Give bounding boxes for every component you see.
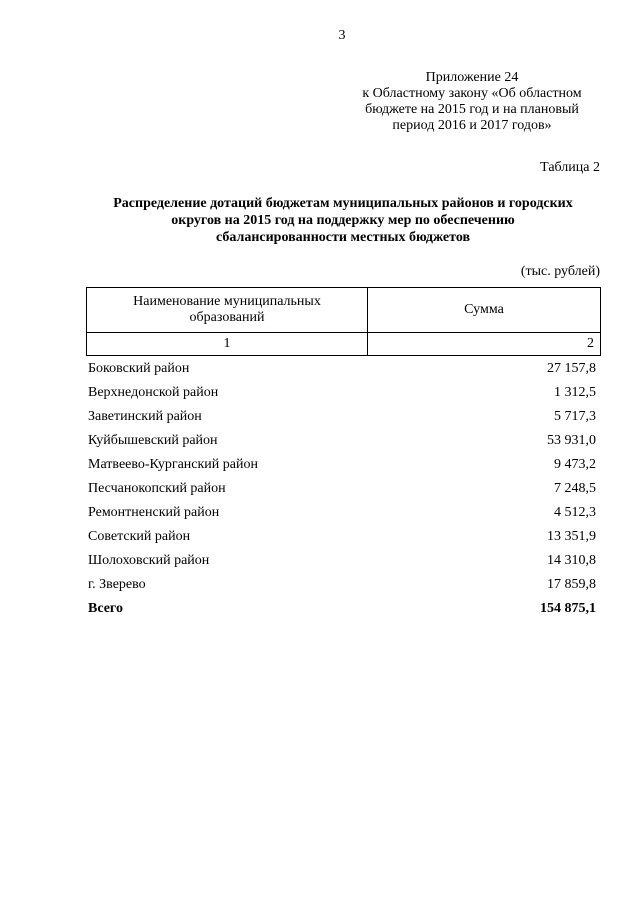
table-header	[86, 287, 601, 356]
row-value: 5 717,3	[554, 409, 596, 424]
title-line: сбалансированности местных бюджетов	[215, 230, 471, 245]
title-line: округов на 2015 год на поддержку мер по обеспечению	[171, 213, 515, 228]
row-value: 9 473,2	[554, 457, 596, 472]
table-row	[88, 432, 596, 456]
table-row	[88, 552, 596, 576]
row-name: г. Зверево	[88, 577, 146, 592]
header-name-cell	[87, 288, 368, 333]
appendix-line: период 2016 и 2017 годов»	[392, 118, 552, 133]
row-name: Верхнедонской район	[88, 385, 219, 400]
appendix-note	[330, 70, 614, 134]
table-row	[88, 360, 596, 384]
row-value: 53 931,0	[547, 433, 596, 448]
table-row	[88, 384, 596, 408]
page-number: 3	[338, 28, 346, 43]
header-name-line: Наименование муниципальных	[133, 294, 321, 309]
document-title	[88, 195, 598, 246]
column-number-1: 1	[87, 333, 368, 356]
total-value: 154 875,1	[540, 601, 596, 616]
row-name: Боковский район	[88, 361, 190, 376]
appendix-line: к Областному закону «Об областном	[362, 86, 582, 101]
row-value: 7 248,5	[554, 481, 596, 496]
total-label: Всего	[88, 601, 123, 616]
units-label: (тыс. рублей)	[520, 264, 600, 279]
row-name: Матвеево-Курганский район	[88, 457, 258, 472]
header-name-line: образований	[189, 310, 265, 325]
table-row	[88, 504, 596, 528]
table-row	[88, 528, 596, 552]
total-row	[88, 600, 596, 624]
row-name: Шолоховский район	[88, 553, 210, 568]
table-row	[88, 456, 596, 480]
row-name: Советский район	[88, 529, 191, 544]
row-value: 4 512,3	[554, 505, 596, 520]
table-row	[88, 408, 596, 432]
row-name: Куйбышевский район	[88, 433, 218, 448]
row-value: 27 157,8	[547, 361, 596, 376]
row-name: Ремонтненский район	[88, 505, 220, 520]
row-value: 17 859,8	[547, 577, 596, 592]
row-value: 14 310,8	[547, 553, 596, 568]
row-name: Заветинский район	[88, 409, 202, 424]
row-value: 13 351,9	[547, 529, 596, 544]
title-line: Распределение дотаций бюджетам муниципальных районов и городских	[113, 196, 573, 211]
row-value: 1 312,5	[554, 385, 596, 400]
table-row	[88, 576, 596, 600]
appendix-line: Приложение 24	[425, 70, 519, 85]
row-name: Песчанокопский район	[88, 481, 226, 496]
table-body	[88, 360, 596, 624]
table-row	[88, 480, 596, 504]
header-sum-cell: Сумма	[368, 288, 601, 333]
appendix-line: бюджете на 2015 год и на плановый	[365, 102, 579, 117]
table-label: Таблица 2	[540, 160, 600, 175]
column-number-2: 2	[368, 333, 601, 356]
